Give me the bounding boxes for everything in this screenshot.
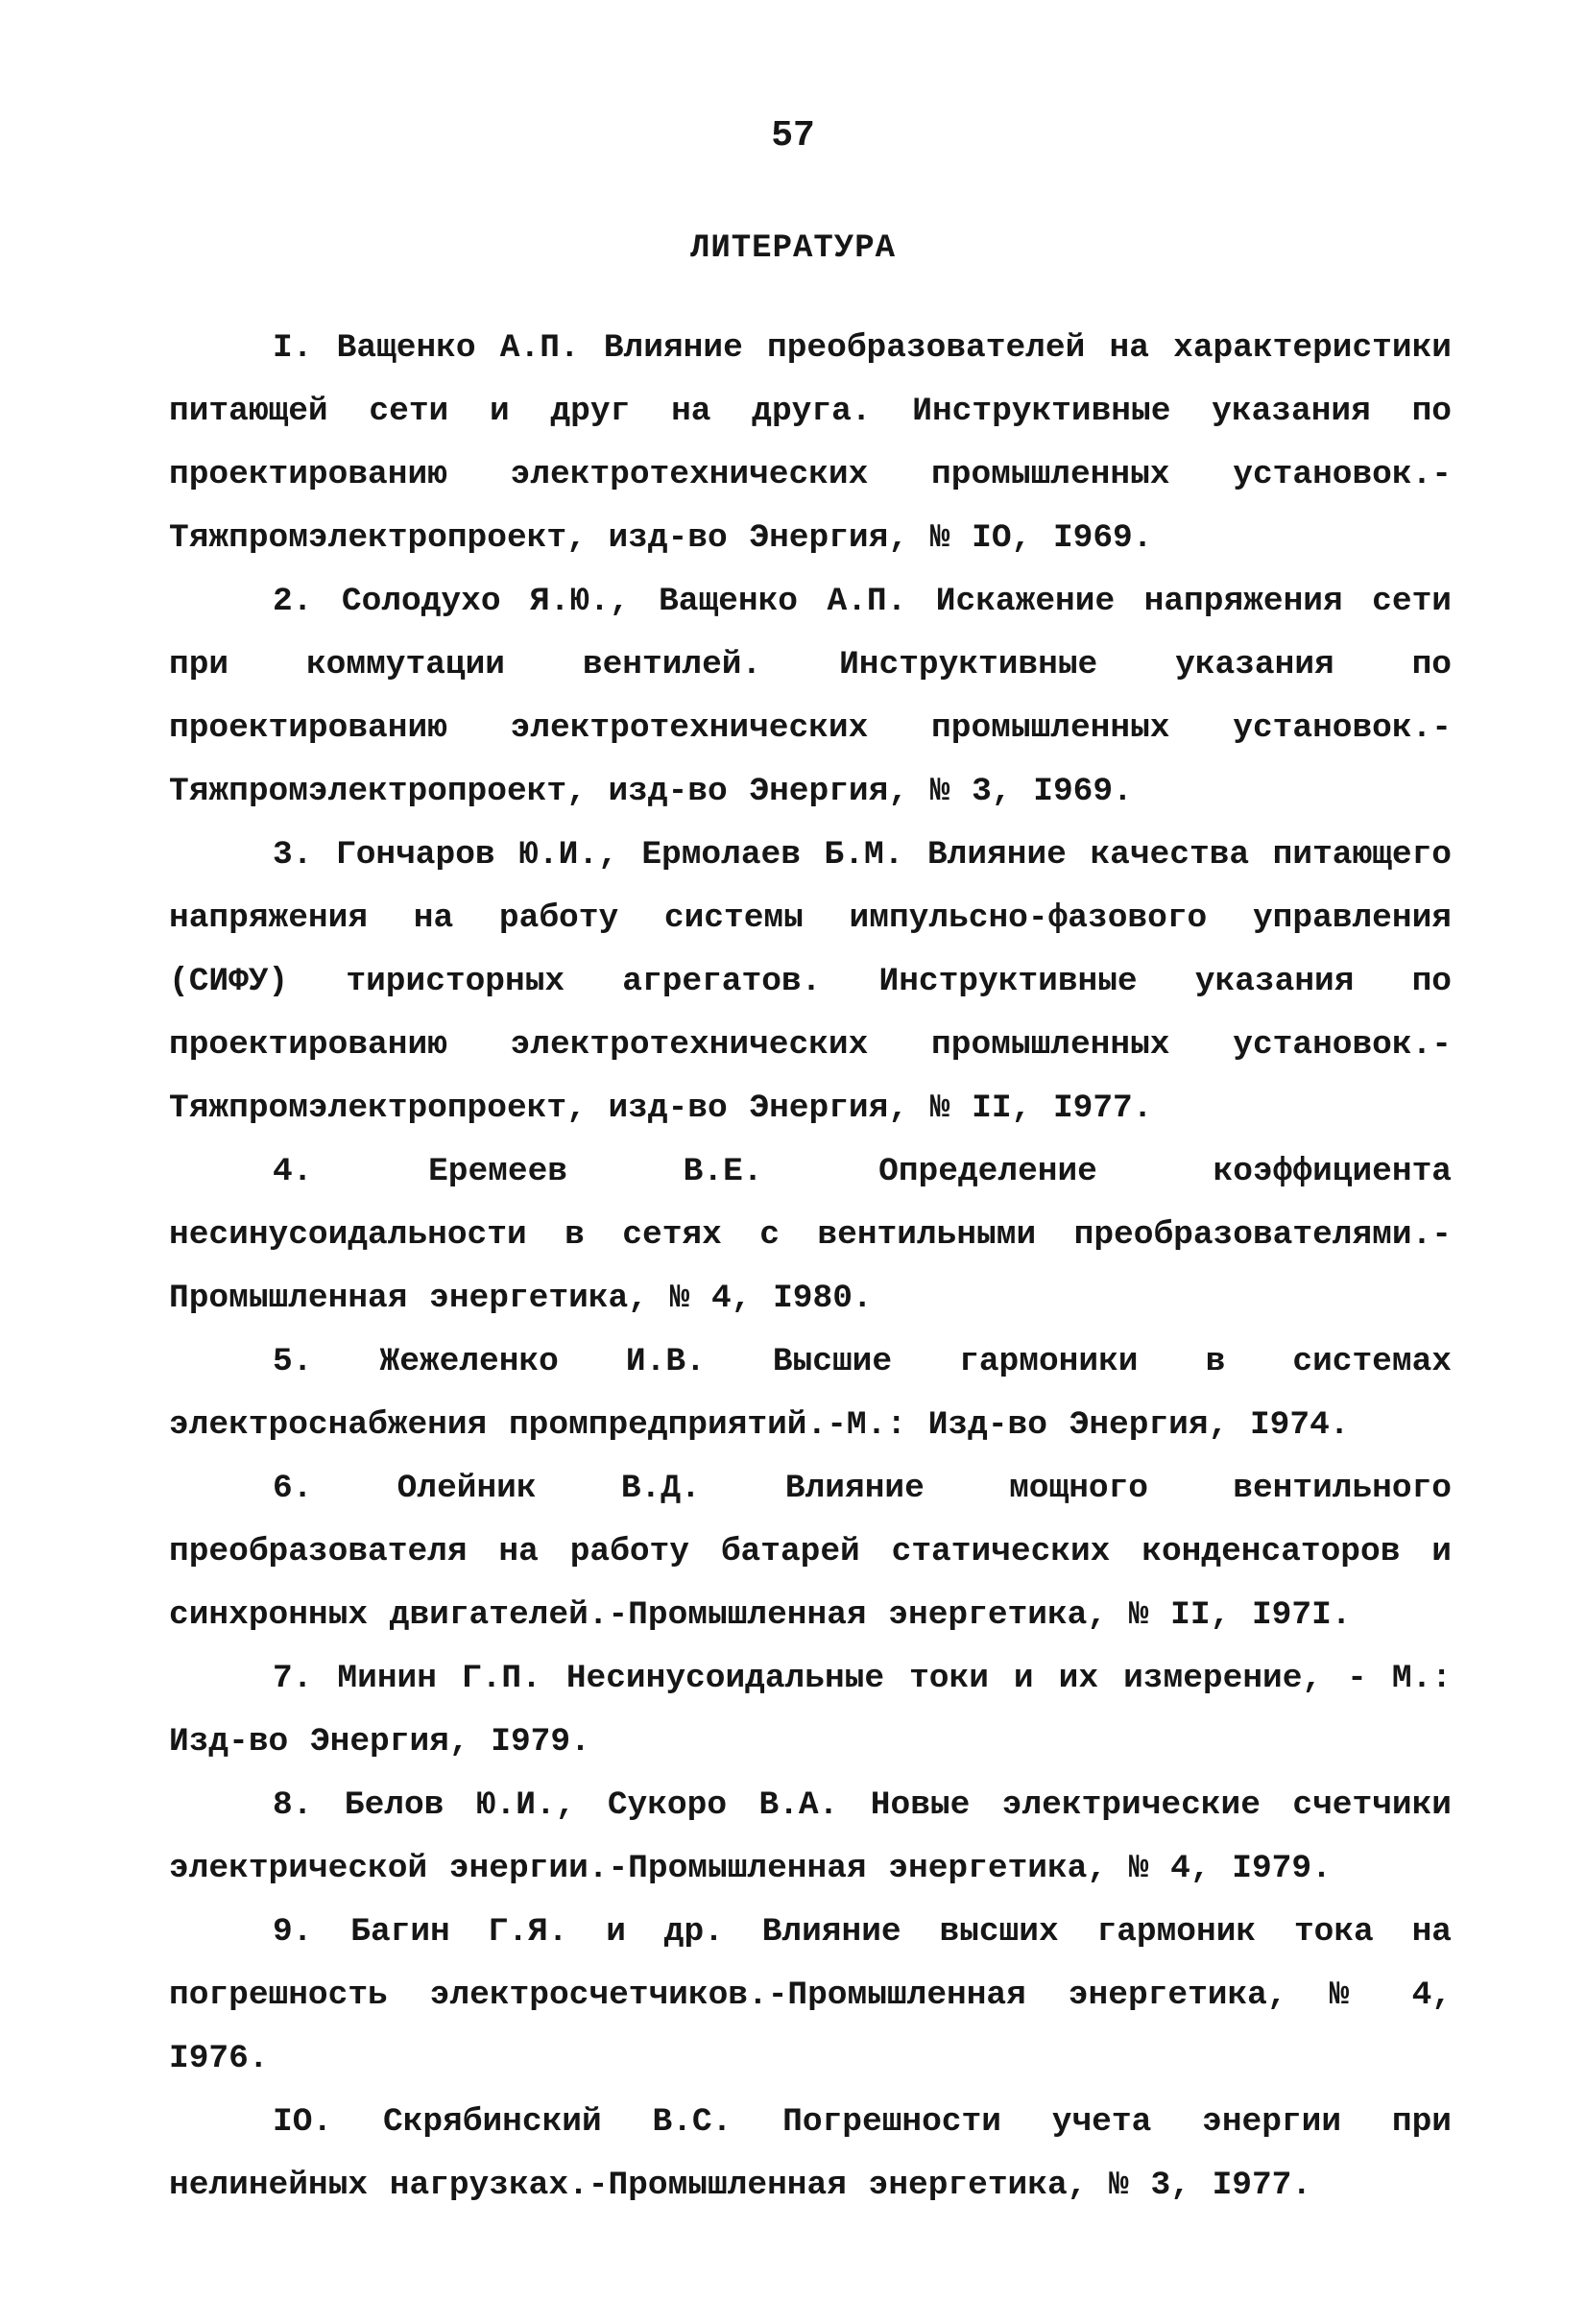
page-number: 57 <box>771 115 815 156</box>
reference-item-4: 4. Еремеев В.Е. Определение коэффициента несинусоидальности в сетях с вентильными преобразователями.-Промышленная энергетика, № 4, I980. <box>169 1153 1452 1317</box>
page-title: ЛИТЕРАТУРА <box>689 230 897 267</box>
reference-item-3: 3. Гончаров Ю.И., Ермолаев Б.М. Влияние качества питающего напряжения на работу системы импульсно-фазового управления (СИФУ) тиристорных агрегатов. Инструктивные указания по проектированию электротехнических промышленных установок.-Тяжпромэлектропроект, изд-во Энергия, № II, I977. <box>169 836 1452 1127</box>
reference-item-6: 6. Олейник В.Д. Влияние мощного вентильного преобразователя на работу батарей статических конденсаторов и синхронных двигателей.-Промышленная энергетика, № II, I97I. <box>169 1470 1452 1634</box>
reference-item-8: 8. Белов Ю.И., Сукоро В.А. Новые электрические счетчики электрической энергии.-Промышленная энергетика, № 4, I979. <box>169 1786 1452 1887</box>
reference-item-9: 9. Багин Г.Я. и др. Влияние высших гармоник тока на погрешность электросчетчиков.-Промышленная энергетика, № 4, I976. <box>169 1913 1452 2077</box>
reference-item-10: IO. Скрябинский В.С. Погрешности учета энергии при нелинейных нагрузках.-Промышленная энергетика, № 3, I977. <box>169 2103 1452 2204</box>
reference-list <box>169 317 1452 2217</box>
reference-item-5: 5. Жежеленко И.В. Высшие гармоники в системах электроснабжения промпредприятий.-М.: Изд-во Энергия, I974. <box>169 1343 1452 1444</box>
reference-item-1: I. Ващенко А.П. Влияние преобразователей на характеристики питающей сети и друг на друга. Инструктивные указания по проектированию электротехнических промышленных установок.-Тяжпромэлектропроект, изд-во Энергия, № IO, I969. <box>169 329 1452 557</box>
reference-item-2: 2. Солодухо Я.Ю., Ващенко А.П. Искажение напряжения сети при коммутации вентилей. Инструктивные указания по проектированию электротехнических промышленных установок.-Тяжпромэлектропроект, изд-во Энергия, № 3, I969. <box>169 583 1452 810</box>
reference-item-7: 7. Минин Г.П. Несинусоидальные токи и их измерение, - М.: Изд-во Энергия, I979. <box>169 1660 1452 1761</box>
